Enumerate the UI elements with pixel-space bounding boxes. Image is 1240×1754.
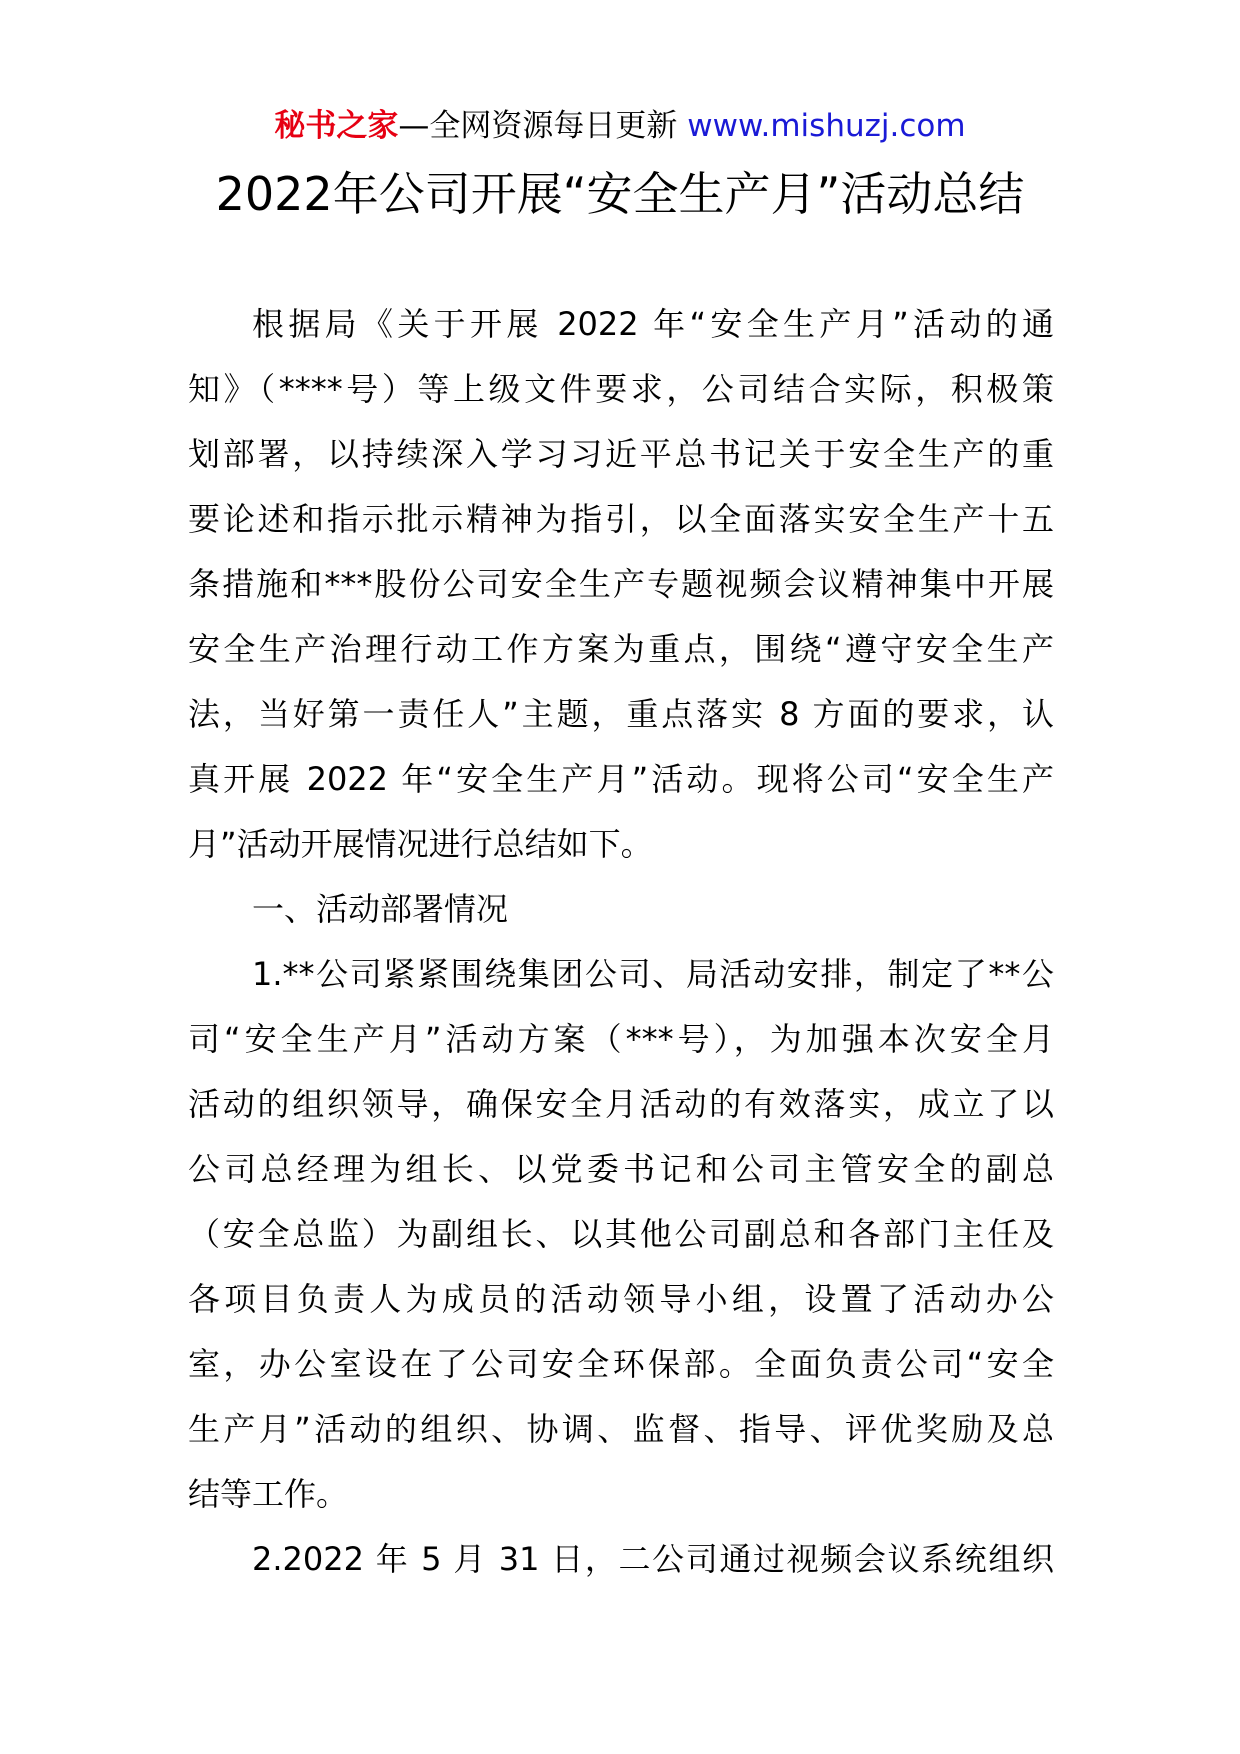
body-line: 室，办公室设在了公司安全环保部。全面负责公司“安全 (188, 1345, 1054, 1383)
document-title: 2022年公司开展“安全生产月”活动总结 (215, 167, 1025, 221)
body-line: 要论述和指示批示精神为指引，以全面落实安全生产十五 (188, 500, 1054, 538)
body-line: 结等工作。 (188, 1475, 349, 1513)
body-line: 一、活动部署情况 (252, 890, 509, 928)
brand-name: 秘书之家 (274, 108, 399, 144)
body-line: 司“安全生产月”活动方案（***号），为加强本次安全月 (188, 1020, 1054, 1058)
body-line: （安全总监）为副组长、以其他公司副总和各部门主任及 (188, 1215, 1054, 1253)
body-line: 根据局《关于开展 2022 年“安全生产月”活动的通 (252, 305, 1054, 343)
body-line: 各项目负责人为成员的活动领导小组，设置了活动办公 (188, 1280, 1054, 1318)
site-url-link[interactable]: www.mishuzj.com (687, 108, 966, 144)
site-banner (0, 104, 1240, 148)
body-line: 真开展 2022 年“安全生产月”活动。现将公司“安全生产 (188, 760, 1054, 798)
body-line: 法，当好第一责任人”主题，重点落实 8 方面的要求，认 (188, 695, 1054, 733)
body-line: 知》（****号）等上级文件要求，公司结合实际，积极策 (188, 370, 1054, 408)
body-line: 活动的组织领导，确保安全月活动的有效落实，成立了以 (188, 1085, 1054, 1123)
body-line: 生产月”活动的组织、协调、监督、指导、评优奖励及总 (188, 1410, 1054, 1448)
body-line: 条措施和***股份公司安全生产专题视频会议精神集中开展 (188, 565, 1054, 603)
body-line: 安全生产治理行动工作方案为重点，围绕“遵守安全生产 (188, 630, 1054, 668)
body-line: 划部署，以持续深入学习习近平总书记关于安全生产的重 (188, 435, 1054, 473)
document-body (188, 292, 1054, 1592)
body-line: 公司总经理为组长、以党委书记和公司主管安全的副总 (188, 1150, 1054, 1188)
banner-slogan: —全网资源每日更新 (398, 108, 688, 144)
body-line: 1.**公司紧紧围绕集团公司、局活动安排，制定了**公 (252, 955, 1054, 993)
body-line: 2.2022 年 5 月 31 日，二公司通过视频会议系统组织 (252, 1540, 1054, 1578)
body-line: 月”活动开展情况进行总结如下。 (188, 825, 653, 863)
